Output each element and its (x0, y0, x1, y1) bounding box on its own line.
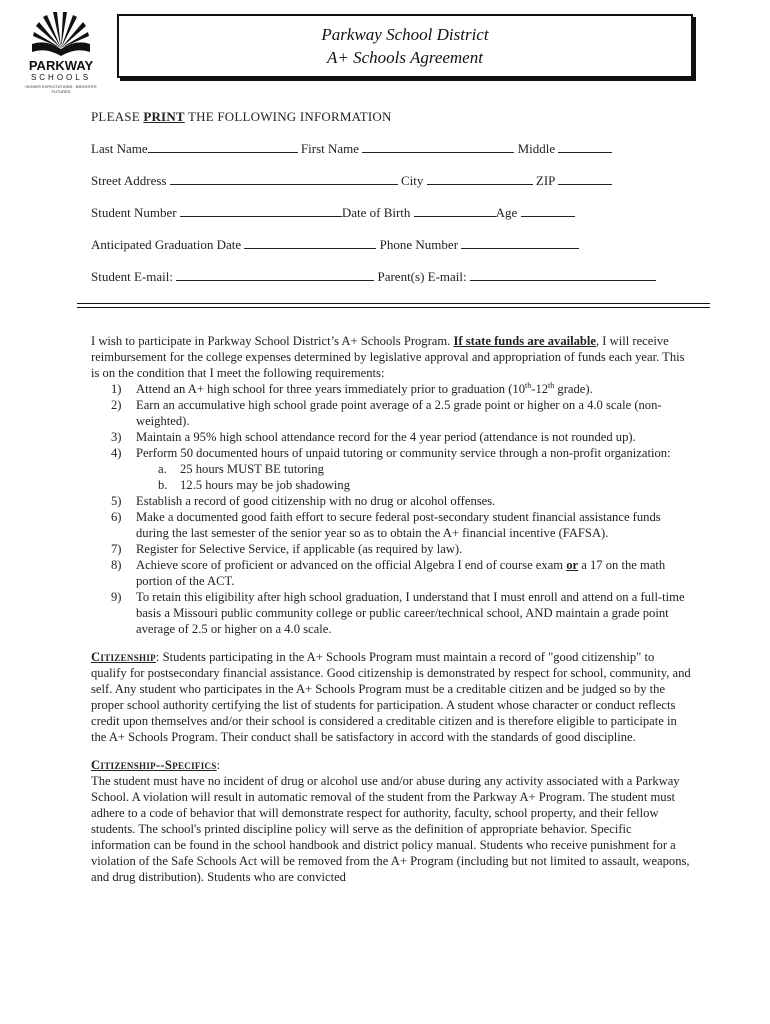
list-item (91, 461, 691, 477)
print-instruction (91, 109, 392, 125)
item-emphasis: or (566, 558, 579, 572)
superscript: th (525, 380, 532, 390)
phone-label: Phone Number (379, 237, 459, 252)
specifics-paragraph: The student must have no incident of drug or alcohol use and/or abuse during any activity associated with a Parkway School. A violation will result in automatic removal of the student from the Parkway A+ Program. The student must adhere to a code of behavior that will demonstrate respect for authority, faculty, school property, and their fellow students. The school's printed discipline policy will serve as the definition of appropriate behavior. Specific information can be found in the school handbook and district policy manual. Students who receive punishment for a violation of the Safe Schools Act will be removed from the A+ Program (including but not limited to assault, weapons, and drug distribution). Students who are convicted (91, 774, 690, 884)
list-item (91, 445, 691, 493)
title-box (117, 14, 693, 78)
citizenship-text: : Students participating in the A+ Schools Program must maintain a record of "good citizenship" to qualify for postsecondary financial assistance. Good citizenship is demonstrated by respect for school, community, and self. Any student who participates in the A+ Schools Program must be a creditable citizen and be judged so by the proper school authority certifying the list of students for participation. A student whose character or conduct reflects credit upon themselves and/or their school is considered a creditable citizen and is therefore eligible to participate in the A+ Schools Program. Their conduct shall be satisfactory in accord with the standards of good discipline. (91, 650, 691, 744)
email-label: Student E-mail: (91, 269, 173, 284)
list-item (91, 589, 691, 637)
item-text: Establish a record of good citizenship with no drug or alcohol offenses. (136, 494, 496, 508)
intro-part1: I wish to participate in Parkway School District’s A+ Schools Program. (91, 334, 451, 348)
specifics-colon: : (216, 758, 221, 772)
item-number: 6) (111, 510, 122, 524)
item-text: Attend an A+ high school for three years immediately prior to graduation (10 (136, 382, 526, 396)
last-name-field[interactable] (148, 141, 298, 153)
sunburst-book-icon (28, 12, 94, 58)
item-text: -12 (531, 382, 549, 396)
item-text: grade). (554, 382, 593, 396)
item-text: Register for Selective Service, if applicable (as required by law). (136, 542, 463, 556)
parent-email-label: Parent(s) E-mail: (377, 269, 467, 284)
list-item (91, 493, 691, 509)
separator-line (77, 303, 710, 304)
citizenship-heading: Citizenship (91, 650, 156, 664)
list-item (91, 477, 691, 493)
item-text: 25 hours MUST BE tutoring (180, 462, 324, 476)
item-number: 1) (111, 382, 122, 396)
requirements-list (91, 381, 691, 637)
list-item (91, 541, 691, 557)
last-name-label: Last Name (91, 141, 148, 156)
list-item (91, 397, 691, 429)
agreement-title: A+ Schools Agreement (327, 48, 483, 67)
city-label: City (400, 173, 424, 188)
item-text: Achieve score of proficient or advanced on the official Algebra I end of course exam (136, 558, 567, 572)
name-row (91, 141, 612, 157)
street-label: Street Address (91, 173, 167, 188)
zip-label: ZIP (535, 173, 555, 188)
first-name-label: First Name (300, 141, 360, 156)
print-word: PRINT (143, 109, 185, 124)
list-item (91, 381, 691, 397)
age-label: Age (495, 205, 518, 220)
zip-field[interactable] (558, 173, 612, 185)
graduation-row (91, 237, 579, 253)
specifics-heading-line (91, 757, 691, 773)
dob-field[interactable] (414, 205, 496, 217)
item-number: b. (158, 478, 168, 492)
citizenship-paragraph (91, 649, 691, 745)
item-number: 9) (111, 590, 122, 604)
item-number: 4) (111, 446, 122, 460)
item-text: Earn an accumulative high school grade point average of a 2.5 grade point or higher on a 4.0 scale (non-weighted). (136, 398, 662, 428)
student-row (91, 205, 575, 221)
item-text: To retain this eligibility after high school graduation, I understand that I must enroll and attend on a full-time basis a Missouri public community college or public career/technical school, AND maintain a grade point average of 2.5 or higher on a 4.0 scale. (136, 590, 685, 636)
city-field[interactable] (427, 173, 533, 185)
parent-email-field[interactable] (470, 269, 656, 281)
item-number: 2) (111, 398, 122, 412)
district-title: Parkway School District (321, 25, 489, 44)
phone-field[interactable] (461, 237, 579, 249)
student-number-field[interactable] (180, 205, 342, 217)
grad-date-field[interactable] (244, 237, 376, 249)
email-field[interactable] (176, 269, 374, 281)
item-text: Make a documented good faith effort to secure federal post-secondary student financial assistance funds during the last semester of the senior year so as to obtain the A+ financial incentive (FAFSA). (136, 510, 661, 540)
middle-field[interactable] (558, 141, 612, 153)
list-item (91, 557, 691, 589)
email-row (91, 269, 656, 285)
logo-brand-text: PARKWAY (28, 58, 94, 73)
student-number-label: Student Number (91, 205, 177, 220)
intro-part2: , I will receive reimbursement for the college expenses determined by legislative approval and appropriation of funds each year. This is on the condition that I meet the following requirements: (91, 334, 685, 380)
sub-requirements-list (91, 461, 691, 493)
middle-label: Middle (517, 141, 556, 156)
specifics-heading: Citizenship--Specifics (91, 758, 217, 772)
superscript: th (548, 380, 555, 390)
intro-paragraph (91, 333, 691, 381)
dob-label: Date of Birth (341, 205, 411, 220)
logo-sub-text: SCHOOLS (30, 73, 92, 82)
agreement-body (91, 333, 691, 885)
item-text: Maintain a 95% high school attendance record for the 4 year period (attendance is not rounded up). (136, 430, 636, 444)
street-field[interactable] (170, 173, 398, 185)
logo-tagline: HIGHER EXPECTATIONS · BRIGHTER FUTURES (25, 84, 97, 94)
item-text: a 17 on the math portion of the ACT. (136, 558, 666, 588)
parkway-logo (22, 12, 100, 96)
age-field[interactable] (521, 205, 575, 217)
item-number: a. (158, 462, 167, 476)
print-suffix: THE FOLLOWING INFORMATION (188, 109, 392, 124)
grad-date-label: Anticipated Graduation Date (91, 237, 242, 252)
first-name-field[interactable] (362, 141, 514, 153)
list-item (91, 429, 691, 445)
list-item (91, 509, 691, 541)
item-number: 3) (111, 430, 122, 444)
separator-line (77, 307, 710, 308)
item-number: 5) (111, 494, 122, 508)
intro-emphasis: If state funds are available (453, 334, 596, 348)
item-number: 7) (111, 542, 122, 556)
item-number: 8) (111, 558, 122, 572)
address-row (91, 173, 612, 189)
item-text: 12.5 hours may be job shadowing (180, 478, 350, 492)
print-prefix: PLEASE (91, 109, 140, 124)
item-text: Perform 50 documented hours of unpaid tutoring or community service through a non-profit organization: (136, 446, 671, 460)
